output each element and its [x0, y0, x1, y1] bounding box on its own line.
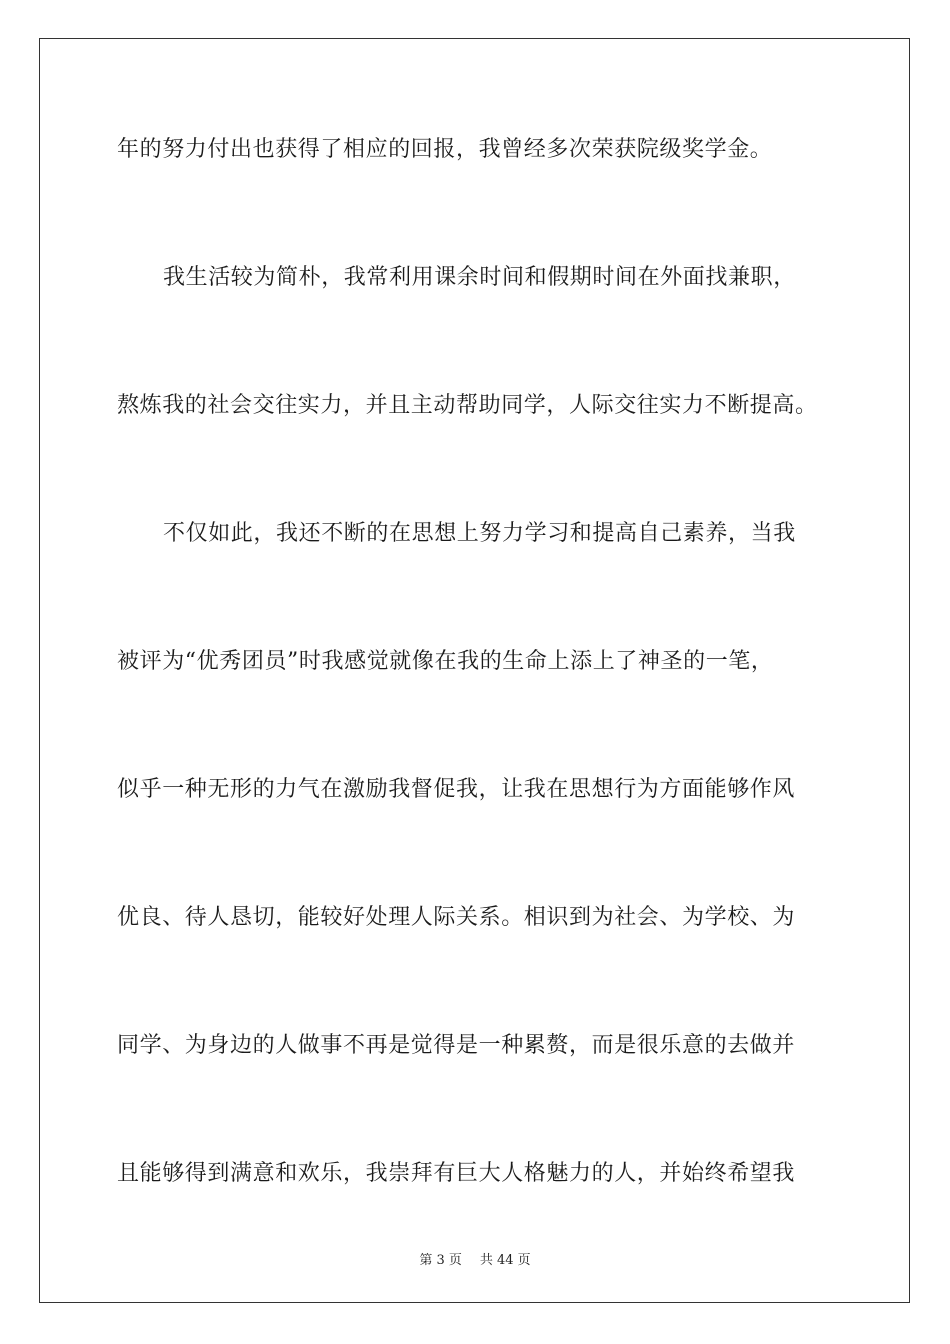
text-line: 似乎一种无形的力气在激励我督促我，让我在思想行为方面能够作风	[117, 777, 796, 802]
text-line: 优良、待人恳切，能较好处理人际关系。相识到为社会、为学校、为	[117, 905, 796, 930]
text-line: 年的努力付出也获得了相应的回报，我曾经多次荣获院级奖学金。	[117, 137, 773, 162]
page-footer	[0, 1249, 950, 1268]
text-line: 且能够得到满意和欢乐，我崇拜有巨大人格魅力的人，并始终希望我	[117, 1161, 796, 1186]
page-number: 第 3 页	[419, 1253, 462, 1268]
text-line: 同学、为身边的人做事不再是觉得是一种累赘，而是很乐意的去做并	[117, 1033, 796, 1058]
page-total: 共 44 页	[479, 1253, 531, 1268]
text-line: 被评为“优秀团员”时我感觉就像在我的生命上添上了神圣的一笔，	[117, 649, 774, 674]
text-line: 不仅如此，我还不断的在思想上努力学习和提高自己素养，当我	[163, 521, 796, 546]
text-line: 熬炼我的社会交往实力，并且主动帮助同学，人际交往实力不断提高。	[117, 393, 818, 418]
text-line: 我生活较为简朴，我常利用课余时间和假期时间在外面找兼职，	[163, 265, 796, 290]
